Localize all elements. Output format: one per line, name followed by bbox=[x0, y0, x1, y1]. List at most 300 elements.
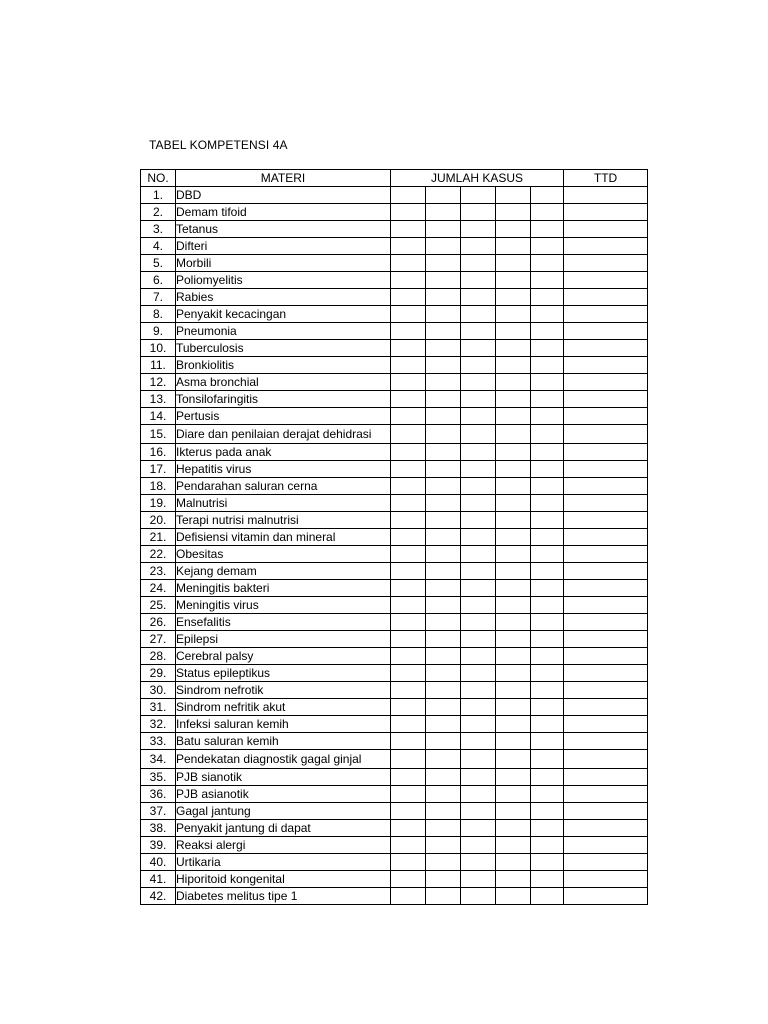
jumlah-kasus-cell-1 bbox=[391, 512, 426, 529]
table-row bbox=[141, 529, 648, 546]
jumlah-kasus-cell-1 bbox=[391, 391, 426, 408]
ttd-cell bbox=[564, 769, 648, 786]
jumlah-kasus-cell-2 bbox=[426, 255, 461, 272]
ttd-cell bbox=[564, 837, 648, 854]
table-row bbox=[141, 444, 648, 461]
row-number: 10. bbox=[141, 340, 176, 357]
row-materi: Meningitis bakteri bbox=[176, 580, 391, 597]
jumlah-kasus-cell-3 bbox=[461, 221, 496, 238]
jumlah-kasus-cell-4 bbox=[496, 512, 531, 529]
jumlah-kasus-cell-2 bbox=[426, 204, 461, 221]
row-materi: Cerebral palsy bbox=[176, 648, 391, 665]
table-row bbox=[141, 187, 648, 204]
table-row bbox=[141, 374, 648, 391]
jumlah-kasus-cell-3 bbox=[461, 871, 496, 888]
ttd-cell bbox=[564, 888, 648, 905]
jumlah-kasus-cell-2 bbox=[426, 769, 461, 786]
table-row bbox=[141, 682, 648, 699]
ttd-cell bbox=[564, 597, 648, 614]
table-row bbox=[141, 733, 648, 750]
jumlah-kasus-cell-1 bbox=[391, 238, 426, 255]
row-materi: DBD bbox=[176, 187, 391, 204]
row-number: 25. bbox=[141, 597, 176, 614]
ttd-cell bbox=[564, 187, 648, 204]
ttd-cell bbox=[564, 306, 648, 323]
row-number: 3. bbox=[141, 221, 176, 238]
jumlah-kasus-cell-4 bbox=[496, 408, 531, 425]
jumlah-kasus-cell-2 bbox=[426, 391, 461, 408]
row-number: 29. bbox=[141, 665, 176, 682]
jumlah-kasus-cell-3 bbox=[461, 563, 496, 580]
jumlah-kasus-cell-5 bbox=[531, 444, 564, 461]
jumlah-kasus-cell-1 bbox=[391, 221, 426, 238]
jumlah-kasus-cell-5 bbox=[531, 238, 564, 255]
jumlah-kasus-cell-2 bbox=[426, 665, 461, 682]
table-row bbox=[141, 357, 648, 374]
row-number: 36. bbox=[141, 786, 176, 803]
jumlah-kasus-cell-1 bbox=[391, 563, 426, 580]
jumlah-kasus-cell-1 bbox=[391, 597, 426, 614]
jumlah-kasus-cell-5 bbox=[531, 716, 564, 733]
document-title: TABEL KOMPETENSI 4A bbox=[149, 138, 288, 152]
jumlah-kasus-cell-3 bbox=[461, 340, 496, 357]
jumlah-kasus-cell-3 bbox=[461, 323, 496, 340]
ttd-cell bbox=[564, 512, 648, 529]
ttd-cell bbox=[564, 820, 648, 837]
jumlah-kasus-cell-4 bbox=[496, 374, 531, 391]
jumlah-kasus-cell-1 bbox=[391, 289, 426, 306]
row-number: 16. bbox=[141, 444, 176, 461]
row-number: 2. bbox=[141, 204, 176, 221]
jumlah-kasus-cell-1 bbox=[391, 871, 426, 888]
ttd-cell bbox=[564, 699, 648, 716]
jumlah-kasus-cell-2 bbox=[426, 444, 461, 461]
jumlah-kasus-cell-3 bbox=[461, 648, 496, 665]
jumlah-kasus-cell-3 bbox=[461, 529, 496, 546]
jumlah-kasus-cell-3 bbox=[461, 238, 496, 255]
row-number: 35. bbox=[141, 769, 176, 786]
ttd-cell bbox=[564, 340, 648, 357]
row-number: 34. bbox=[141, 750, 176, 769]
ttd-cell bbox=[564, 374, 648, 391]
row-materi: Morbili bbox=[176, 255, 391, 272]
row-materi: Pertusis bbox=[176, 408, 391, 425]
jumlah-kasus-cell-3 bbox=[461, 837, 496, 854]
jumlah-kasus-cell-1 bbox=[391, 478, 426, 495]
jumlah-kasus-cell-2 bbox=[426, 699, 461, 716]
jumlah-kasus-cell-1 bbox=[391, 425, 426, 444]
ttd-cell bbox=[564, 529, 648, 546]
row-materi: Malnutrisi bbox=[176, 495, 391, 512]
ttd-cell bbox=[564, 461, 648, 478]
row-materi: Penyakit kecacingan bbox=[176, 306, 391, 323]
jumlah-kasus-cell-3 bbox=[461, 854, 496, 871]
table-row bbox=[141, 580, 648, 597]
jumlah-kasus-cell-2 bbox=[426, 238, 461, 255]
jumlah-kasus-cell-1 bbox=[391, 854, 426, 871]
table-row bbox=[141, 408, 648, 425]
jumlah-kasus-cell-5 bbox=[531, 272, 564, 289]
row-materi: Kejang demam bbox=[176, 563, 391, 580]
jumlah-kasus-cell-5 bbox=[531, 888, 564, 905]
jumlah-kasus-cell-4 bbox=[496, 529, 531, 546]
table-row bbox=[141, 854, 648, 871]
jumlah-kasus-cell-4 bbox=[496, 820, 531, 837]
table-row bbox=[141, 306, 648, 323]
jumlah-kasus-cell-5 bbox=[531, 699, 564, 716]
jumlah-kasus-cell-4 bbox=[496, 340, 531, 357]
jumlah-kasus-cell-4 bbox=[496, 631, 531, 648]
jumlah-kasus-cell-2 bbox=[426, 374, 461, 391]
row-materi: Poliomyelitis bbox=[176, 272, 391, 289]
ttd-cell bbox=[564, 614, 648, 631]
ttd-cell bbox=[564, 631, 648, 648]
jumlah-kasus-cell-1 bbox=[391, 272, 426, 289]
jumlah-kasus-cell-3 bbox=[461, 272, 496, 289]
row-number: 14. bbox=[141, 408, 176, 425]
ttd-cell bbox=[564, 425, 648, 444]
jumlah-kasus-cell-3 bbox=[461, 408, 496, 425]
jumlah-kasus-cell-5 bbox=[531, 425, 564, 444]
table-row bbox=[141, 478, 648, 495]
jumlah-kasus-cell-5 bbox=[531, 340, 564, 357]
jumlah-kasus-cell-5 bbox=[531, 580, 564, 597]
jumlah-kasus-cell-5 bbox=[531, 871, 564, 888]
row-materi: Tetanus bbox=[176, 221, 391, 238]
jumlah-kasus-cell-1 bbox=[391, 786, 426, 803]
jumlah-kasus-cell-5 bbox=[531, 682, 564, 699]
ttd-cell bbox=[564, 255, 648, 272]
jumlah-kasus-cell-4 bbox=[496, 769, 531, 786]
row-number: 24. bbox=[141, 580, 176, 597]
ttd-cell bbox=[564, 238, 648, 255]
row-number: 13. bbox=[141, 391, 176, 408]
jumlah-kasus-cell-4 bbox=[496, 461, 531, 478]
jumlah-kasus-cell-4 bbox=[496, 272, 531, 289]
jumlah-kasus-cell-2 bbox=[426, 529, 461, 546]
jumlah-kasus-cell-2 bbox=[426, 631, 461, 648]
table-row bbox=[141, 631, 648, 648]
jumlah-kasus-cell-4 bbox=[496, 871, 531, 888]
row-materi: Epilepsi bbox=[176, 631, 391, 648]
table-row bbox=[141, 495, 648, 512]
jumlah-kasus-cell-2 bbox=[426, 512, 461, 529]
row-number: 38. bbox=[141, 820, 176, 837]
jumlah-kasus-cell-3 bbox=[461, 357, 496, 374]
table-row bbox=[141, 512, 648, 529]
row-number: 15. bbox=[141, 425, 176, 444]
row-number: 1. bbox=[141, 187, 176, 204]
jumlah-kasus-cell-3 bbox=[461, 580, 496, 597]
jumlah-kasus-cell-2 bbox=[426, 786, 461, 803]
row-materi: Meningitis virus bbox=[176, 597, 391, 614]
ttd-cell bbox=[564, 323, 648, 340]
row-materi: Pendekatan diagnostik gagal ginjal bbox=[176, 750, 391, 769]
jumlah-kasus-cell-3 bbox=[461, 716, 496, 733]
row-materi: Terapi nutrisi malnutrisi bbox=[176, 512, 391, 529]
jumlah-kasus-cell-3 bbox=[461, 786, 496, 803]
jumlah-kasus-cell-2 bbox=[426, 803, 461, 820]
table-row bbox=[141, 425, 648, 444]
ttd-cell bbox=[564, 495, 648, 512]
jumlah-kasus-cell-1 bbox=[391, 204, 426, 221]
row-number: 32. bbox=[141, 716, 176, 733]
row-number: 39. bbox=[141, 837, 176, 854]
jumlah-kasus-cell-1 bbox=[391, 495, 426, 512]
jumlah-kasus-cell-3 bbox=[461, 391, 496, 408]
table-row bbox=[141, 888, 648, 905]
row-materi: Reaksi alergi bbox=[176, 837, 391, 854]
jumlah-kasus-cell-1 bbox=[391, 769, 426, 786]
jumlah-kasus-cell-4 bbox=[496, 255, 531, 272]
jumlah-kasus-cell-2 bbox=[426, 580, 461, 597]
jumlah-kasus-cell-2 bbox=[426, 408, 461, 425]
jumlah-kasus-cell-2 bbox=[426, 340, 461, 357]
jumlah-kasus-cell-5 bbox=[531, 733, 564, 750]
jumlah-kasus-cell-1 bbox=[391, 733, 426, 750]
header-no: NO. bbox=[141, 170, 176, 187]
jumlah-kasus-cell-3 bbox=[461, 631, 496, 648]
jumlah-kasus-cell-5 bbox=[531, 408, 564, 425]
table-row bbox=[141, 323, 648, 340]
row-materi: Pneumonia bbox=[176, 323, 391, 340]
jumlah-kasus-cell-1 bbox=[391, 665, 426, 682]
jumlah-kasus-cell-3 bbox=[461, 255, 496, 272]
jumlah-kasus-cell-3 bbox=[461, 733, 496, 750]
jumlah-kasus-cell-2 bbox=[426, 425, 461, 444]
row-materi: Batu saluran kemih bbox=[176, 733, 391, 750]
header-jumlah-kasus: JUMLAH KASUS bbox=[391, 170, 564, 187]
row-materi: Status epileptikus bbox=[176, 665, 391, 682]
ttd-cell bbox=[564, 546, 648, 563]
jumlah-kasus-cell-4 bbox=[496, 888, 531, 905]
jumlah-kasus-cell-4 bbox=[496, 614, 531, 631]
row-number: 40. bbox=[141, 854, 176, 871]
ttd-cell bbox=[564, 854, 648, 871]
row-number: 8. bbox=[141, 306, 176, 323]
jumlah-kasus-cell-5 bbox=[531, 529, 564, 546]
ttd-cell bbox=[564, 750, 648, 769]
row-number: 20. bbox=[141, 512, 176, 529]
table-row bbox=[141, 803, 648, 820]
jumlah-kasus-cell-3 bbox=[461, 803, 496, 820]
table-row bbox=[141, 750, 648, 769]
jumlah-kasus-cell-2 bbox=[426, 854, 461, 871]
ttd-cell bbox=[564, 563, 648, 580]
row-materi: Penyakit jantung di dapat bbox=[176, 820, 391, 837]
table-row bbox=[141, 665, 648, 682]
row-materi: Infeksi saluran kemih bbox=[176, 716, 391, 733]
jumlah-kasus-cell-2 bbox=[426, 306, 461, 323]
jumlah-kasus-cell-4 bbox=[496, 238, 531, 255]
jumlah-kasus-cell-2 bbox=[426, 221, 461, 238]
row-number: 17. bbox=[141, 461, 176, 478]
jumlah-kasus-cell-4 bbox=[496, 563, 531, 580]
jumlah-kasus-cell-4 bbox=[496, 665, 531, 682]
row-number: 9. bbox=[141, 323, 176, 340]
jumlah-kasus-cell-1 bbox=[391, 820, 426, 837]
jumlah-kasus-cell-2 bbox=[426, 648, 461, 665]
jumlah-kasus-cell-1 bbox=[391, 631, 426, 648]
row-materi: Hiporitoid kongenital bbox=[176, 871, 391, 888]
row-materi: PJB asianotik bbox=[176, 786, 391, 803]
jumlah-kasus-cell-2 bbox=[426, 888, 461, 905]
row-number: 33. bbox=[141, 733, 176, 750]
jumlah-kasus-cell-1 bbox=[391, 461, 426, 478]
row-number: 11. bbox=[141, 357, 176, 374]
jumlah-kasus-cell-5 bbox=[531, 837, 564, 854]
jumlah-kasus-cell-5 bbox=[531, 750, 564, 769]
jumlah-kasus-cell-4 bbox=[496, 580, 531, 597]
row-materi: Hepatitis virus bbox=[176, 461, 391, 478]
row-number: 6. bbox=[141, 272, 176, 289]
jumlah-kasus-cell-4 bbox=[496, 546, 531, 563]
table-row bbox=[141, 255, 648, 272]
jumlah-kasus-cell-5 bbox=[531, 221, 564, 238]
jumlah-kasus-cell-5 bbox=[531, 357, 564, 374]
table-body bbox=[141, 187, 648, 905]
jumlah-kasus-cell-4 bbox=[496, 597, 531, 614]
jumlah-kasus-cell-3 bbox=[461, 425, 496, 444]
row-number: 7. bbox=[141, 289, 176, 306]
jumlah-kasus-cell-4 bbox=[496, 803, 531, 820]
jumlah-kasus-cell-1 bbox=[391, 323, 426, 340]
jumlah-kasus-cell-1 bbox=[391, 648, 426, 665]
jumlah-kasus-cell-1 bbox=[391, 340, 426, 357]
ttd-cell bbox=[564, 221, 648, 238]
jumlah-kasus-cell-2 bbox=[426, 357, 461, 374]
jumlah-kasus-cell-2 bbox=[426, 289, 461, 306]
jumlah-kasus-cell-3 bbox=[461, 614, 496, 631]
jumlah-kasus-cell-3 bbox=[461, 888, 496, 905]
jumlah-kasus-cell-4 bbox=[496, 221, 531, 238]
jumlah-kasus-cell-2 bbox=[426, 837, 461, 854]
jumlah-kasus-cell-5 bbox=[531, 323, 564, 340]
jumlah-kasus-cell-1 bbox=[391, 444, 426, 461]
jumlah-kasus-cell-3 bbox=[461, 750, 496, 769]
jumlah-kasus-cell-1 bbox=[391, 888, 426, 905]
jumlah-kasus-cell-5 bbox=[531, 391, 564, 408]
jumlah-kasus-cell-1 bbox=[391, 716, 426, 733]
row-number: 31. bbox=[141, 699, 176, 716]
jumlah-kasus-cell-1 bbox=[391, 306, 426, 323]
jumlah-kasus-cell-4 bbox=[496, 699, 531, 716]
row-materi: Diare dan penilaian derajat dehidrasi bbox=[176, 425, 391, 444]
table-row bbox=[141, 563, 648, 580]
row-materi: Difteri bbox=[176, 238, 391, 255]
row-number: 27. bbox=[141, 631, 176, 648]
table-row bbox=[141, 716, 648, 733]
ttd-cell bbox=[564, 444, 648, 461]
jumlah-kasus-cell-4 bbox=[496, 187, 531, 204]
jumlah-kasus-cell-2 bbox=[426, 478, 461, 495]
table-row bbox=[141, 340, 648, 357]
table-row bbox=[141, 272, 648, 289]
ttd-cell bbox=[564, 357, 648, 374]
jumlah-kasus-cell-4 bbox=[496, 357, 531, 374]
jumlah-kasus-cell-2 bbox=[426, 614, 461, 631]
jumlah-kasus-cell-2 bbox=[426, 323, 461, 340]
jumlah-kasus-cell-4 bbox=[496, 478, 531, 495]
jumlah-kasus-cell-4 bbox=[496, 682, 531, 699]
jumlah-kasus-cell-4 bbox=[496, 716, 531, 733]
jumlah-kasus-cell-4 bbox=[496, 425, 531, 444]
jumlah-kasus-cell-2 bbox=[426, 461, 461, 478]
row-number: 22. bbox=[141, 546, 176, 563]
table-row bbox=[141, 204, 648, 221]
jumlah-kasus-cell-5 bbox=[531, 803, 564, 820]
jumlah-kasus-cell-5 bbox=[531, 769, 564, 786]
table-row bbox=[141, 648, 648, 665]
ttd-cell bbox=[564, 580, 648, 597]
jumlah-kasus-cell-2 bbox=[426, 597, 461, 614]
jumlah-kasus-cell-5 bbox=[531, 187, 564, 204]
jumlah-kasus-cell-1 bbox=[391, 803, 426, 820]
jumlah-kasus-cell-2 bbox=[426, 750, 461, 769]
table-row bbox=[141, 769, 648, 786]
jumlah-kasus-cell-4 bbox=[496, 837, 531, 854]
jumlah-kasus-cell-1 bbox=[391, 546, 426, 563]
ttd-cell bbox=[564, 408, 648, 425]
jumlah-kasus-cell-4 bbox=[496, 444, 531, 461]
table-row bbox=[141, 221, 648, 238]
row-materi: Ikterus pada anak bbox=[176, 444, 391, 461]
jumlah-kasus-cell-4 bbox=[496, 204, 531, 221]
row-number: 37. bbox=[141, 803, 176, 820]
jumlah-kasus-cell-3 bbox=[461, 769, 496, 786]
table-row bbox=[141, 837, 648, 854]
jumlah-kasus-cell-3 bbox=[461, 187, 496, 204]
row-materi: Urtikaria bbox=[176, 854, 391, 871]
row-number: 18. bbox=[141, 478, 176, 495]
jumlah-kasus-cell-3 bbox=[461, 461, 496, 478]
jumlah-kasus-cell-4 bbox=[496, 289, 531, 306]
table-row bbox=[141, 614, 648, 631]
jumlah-kasus-cell-2 bbox=[426, 682, 461, 699]
jumlah-kasus-cell-4 bbox=[496, 854, 531, 871]
ttd-cell bbox=[564, 716, 648, 733]
jumlah-kasus-cell-5 bbox=[531, 665, 564, 682]
jumlah-kasus-cell-2 bbox=[426, 820, 461, 837]
row-number: 4. bbox=[141, 238, 176, 255]
jumlah-kasus-cell-3 bbox=[461, 512, 496, 529]
table-row bbox=[141, 289, 648, 306]
jumlah-kasus-cell-1 bbox=[391, 529, 426, 546]
jumlah-kasus-cell-2 bbox=[426, 563, 461, 580]
jumlah-kasus-cell-4 bbox=[496, 495, 531, 512]
row-number: 12. bbox=[141, 374, 176, 391]
jumlah-kasus-cell-3 bbox=[461, 495, 496, 512]
jumlah-kasus-cell-2 bbox=[426, 272, 461, 289]
jumlah-kasus-cell-5 bbox=[531, 648, 564, 665]
ttd-cell bbox=[564, 786, 648, 803]
ttd-cell bbox=[564, 803, 648, 820]
ttd-cell bbox=[564, 272, 648, 289]
jumlah-kasus-cell-2 bbox=[426, 187, 461, 204]
jumlah-kasus-cell-1 bbox=[391, 682, 426, 699]
jumlah-kasus-cell-5 bbox=[531, 597, 564, 614]
table-row bbox=[141, 699, 648, 716]
jumlah-kasus-cell-5 bbox=[531, 204, 564, 221]
row-materi: Sindrom nefrotik bbox=[176, 682, 391, 699]
ttd-cell bbox=[564, 733, 648, 750]
jumlah-kasus-cell-5 bbox=[531, 614, 564, 631]
jumlah-kasus-cell-4 bbox=[496, 391, 531, 408]
jumlah-kasus-cell-5 bbox=[531, 495, 564, 512]
row-materi: Diabetes melitus tipe 1 bbox=[176, 888, 391, 905]
jumlah-kasus-cell-4 bbox=[496, 306, 531, 323]
jumlah-kasus-cell-4 bbox=[496, 648, 531, 665]
